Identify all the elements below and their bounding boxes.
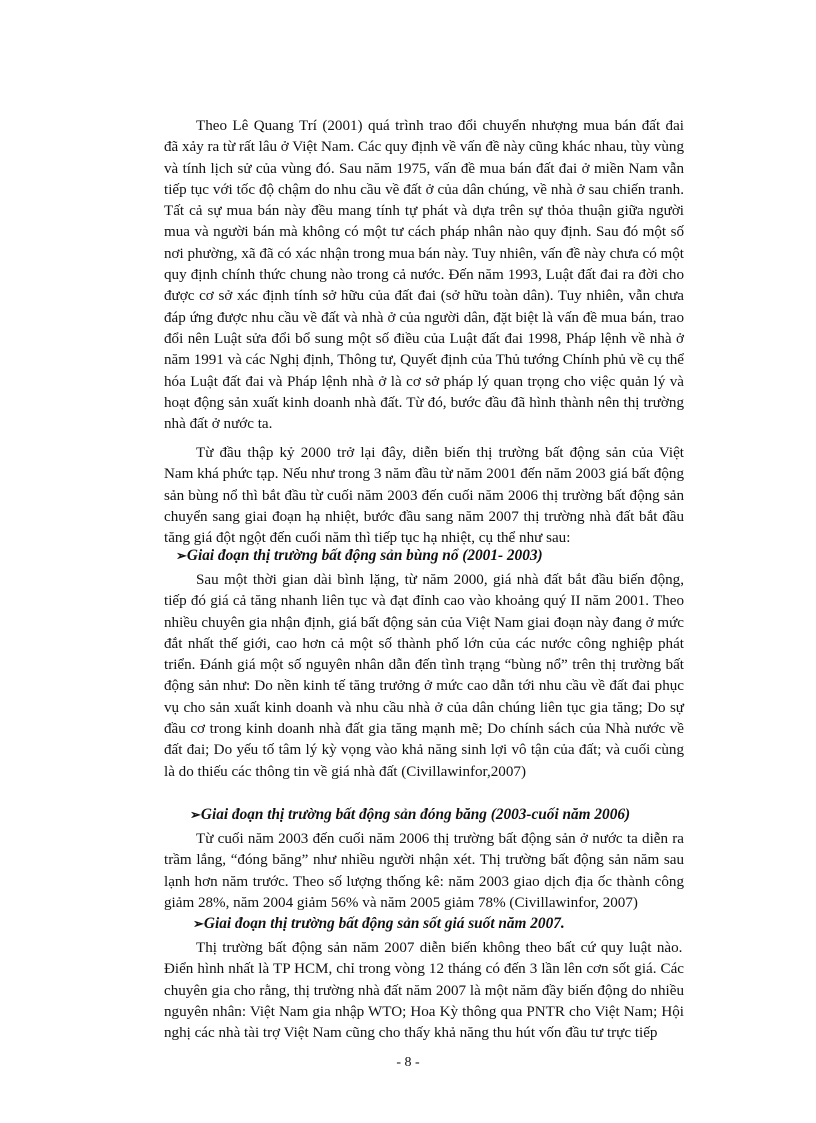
text-line: quy định chính thức chung nào trong cả nước. Đến năm 1993, Luật đất đai ra đời cho [164, 267, 684, 284]
text-line: Thị trường bất động sản năm 2007 diễn biến không theo bất cứ quy luật nào. [196, 940, 683, 956]
text-line: tiếp đó giá cả tăng nhanh liên tục và đạt đỉnh cao vào khoảng quý II năm 2001. Theo [164, 593, 684, 610]
text-line: nghị các nhà tài trợ Việt Nam cũng cho thấy khả năng thu hút vốn đầu tư trực tiếp [164, 1025, 658, 1042]
text-line: vụ cho sản xuất kinh doanh và nhu cầu nhà ở của dân chúng liên tục gia tăng; Do sự [164, 699, 684, 716]
paragraph-frozen [164, 829, 684, 914]
text-line: nơi phường, xã đã có xác nhận trong mua bán này. Tuy nhiên, vấn đề này chưa có một [164, 245, 684, 262]
arrow-bullet-icon: ➢ [190, 807, 201, 822]
text-line: đắt nhất thế giới, cao hơn cả một số thành phố lớn của các nước công nghiệp phát [164, 635, 684, 652]
text-line: nguyên nhân: Việt Nam gia nhập WTO; Hoa Kỳ thông qua PNTR cho Việt Nam; Hội [164, 1003, 684, 1020]
text-line: đổi nên Luật sửa đổi bổ sung một số điều của Luật đất đai 1998, Pháp lệnh về nhà ở [164, 330, 684, 347]
text-line: chuyên gia cho rằng, thị trường nhà đất năm 2007 là một năm đầy biến động do nhiều [164, 982, 684, 999]
text-line: đáp ứng được nhu cầu về đất và nhà ở của người dân, đặt biệt là vấn đề mua bán, trao [164, 309, 684, 326]
paragraph-history [164, 116, 684, 435]
arrow-bullet-icon: ➢ [176, 548, 187, 563]
text-line: năm 1991 và các Nghị định, Thông tư, Quyết định của Thủ tướng Chính phủ về cụ thể [164, 352, 684, 369]
text-line: Từ cuối năm 2003 đến cuối năm 2006 thị trường bất động sản ở nước ta diễn ra [196, 831, 684, 847]
heading-text: Giai đoạn thị trường bất động sản sốt giá suốt năm 2007. [203, 915, 565, 932]
text-line: hóa Luật đất đai và Pháp lệnh nhà ở là cơ sở pháp lý quan trọng cho việc quản lý và [164, 373, 684, 390]
text-line: động sản như: Do nền kinh tế tăng trưởng ở mức cao dẫn tới nhu cầu về đất đai phục [164, 678, 684, 695]
paragraph-overview [164, 443, 684, 549]
text-line: mua và người bán mà không có một tư cách pháp nhân nào quy định. Sau đó một số [164, 224, 684, 241]
text-line: giảm 28%, năm 2004 giảm 56% và năm 2005 giảm 78% (Civillawinfor, 2007) [164, 894, 638, 911]
heading-text: Giai đoạn thị trường bất động sản bùng nổ (2001- 2003) [186, 547, 543, 564]
text-line: là do thiếu các thông tin về giá nhà đất (Civillawinfor,2007) [164, 763, 526, 780]
text-line: chuyển sang giai đoạn hạ nhiệt, bước đầu sang năm 2007 thị trường nhà đất bắt đầu [164, 508, 684, 525]
text-line: Sau một thời gian dài bình lặng, từ năm 2000, giá nhà đất bắt đầu biến động, [196, 572, 684, 588]
text-line: và tính lịch sử của vùng đó. Sau năm 1975, vấn đề mua bán đất đai ở miền Nam vẫn [164, 160, 684, 177]
text-line: đất đai; Do yếu tố tâm lý kỳ vọng vào khả năng sinh lợi vô tận của đất; và cuối cùng [164, 742, 684, 759]
text-line: Nam khá phức tạp. Nếu như trong 3 năm đầu từ năm 2001 đến năm 2003 giá bất động [164, 466, 684, 483]
text-line: tiếp tục với tốc độ chậm do nhu cầu về đất ở của dân chúng, về nhà ở sau chiến tranh. [164, 181, 684, 198]
text-line: Từ đầu thập kỷ 2000 trở lại đây, diễn biến thị trường bất động sản của Việt [196, 445, 684, 461]
text-line: Tất cả sự mua bán này đều mang tính tự phát và dựa trên sự thỏa thuận giữa người [164, 203, 684, 220]
section-heading-fever [193, 915, 565, 933]
text-line: được cơ sở xác định tính sở hữu của đất đai (sở hữu toàn dân). Tuy nhiên, vẫn chưa [164, 288, 684, 305]
text-line: Điển hình nhất là TP HCM, chỉ trong vòng 12 tháng có đến 3 lần lên cơn sốt giá. Các [164, 961, 684, 978]
text-line: trầm lắng, “đóng băng” như nhiều người nhận xét. Thị trường bất động sản năm sau [164, 852, 684, 869]
text-line: tăng giá đột ngột đến cuối năm thì tiếp tục hạ nhiệt, cụ thể như sau: [164, 530, 571, 547]
text-line: đã xảy ra từ rất lâu ở Việt Nam. Các quy định về vấn đề này cũng khác nhau, tùy vùng [164, 139, 684, 156]
paragraph-fever [164, 938, 684, 1044]
text-line: hoạt động sản xuất kinh doanh nhà đất. Từ đó, bước đầu đã hình thành nên thị trường [164, 394, 684, 411]
heading-text: Giai đoạn thị trường bất động sản đóng băng (2003-cuối năm 2006) [200, 806, 631, 823]
section-heading-boom [176, 547, 543, 565]
page-number: - 8 - [396, 1055, 420, 1070]
text-line: lạnh hơn năm trước. Theo số lượng thống kê: năm 2003 giao dịch địa ốc thành công [164, 873, 684, 890]
text-line: triển. Đánh giá một số nguyên nhân dẫn đến tình trạng “bùng nổ” trên thị trường bất [164, 657, 684, 674]
text-line: Theo Lê Quang Trí (2001) quá trình trao đổi chuyển nhượng mua bán đất đai [196, 118, 684, 134]
text-line: nhà đất ở nước ta. [164, 416, 273, 433]
paragraph-boom [164, 570, 684, 783]
text-line: nhiều chuyên gia nhận định, giá bất động sản của Việt Nam giai đoạn này đang ở mức [164, 614, 684, 631]
text-line: đầu cơ trong kinh doanh nhà đất gia tăng mạnh mẽ; Do chính sách của Nhà nước về [164, 721, 684, 738]
text-line: sản bùng nổ thì bắt đầu từ cuối năm 2003 đến cuối năm 2006 thị trường bất động sản [164, 487, 684, 504]
arrow-bullet-icon: ➢ [193, 916, 204, 931]
section-heading-frozen [190, 806, 630, 824]
